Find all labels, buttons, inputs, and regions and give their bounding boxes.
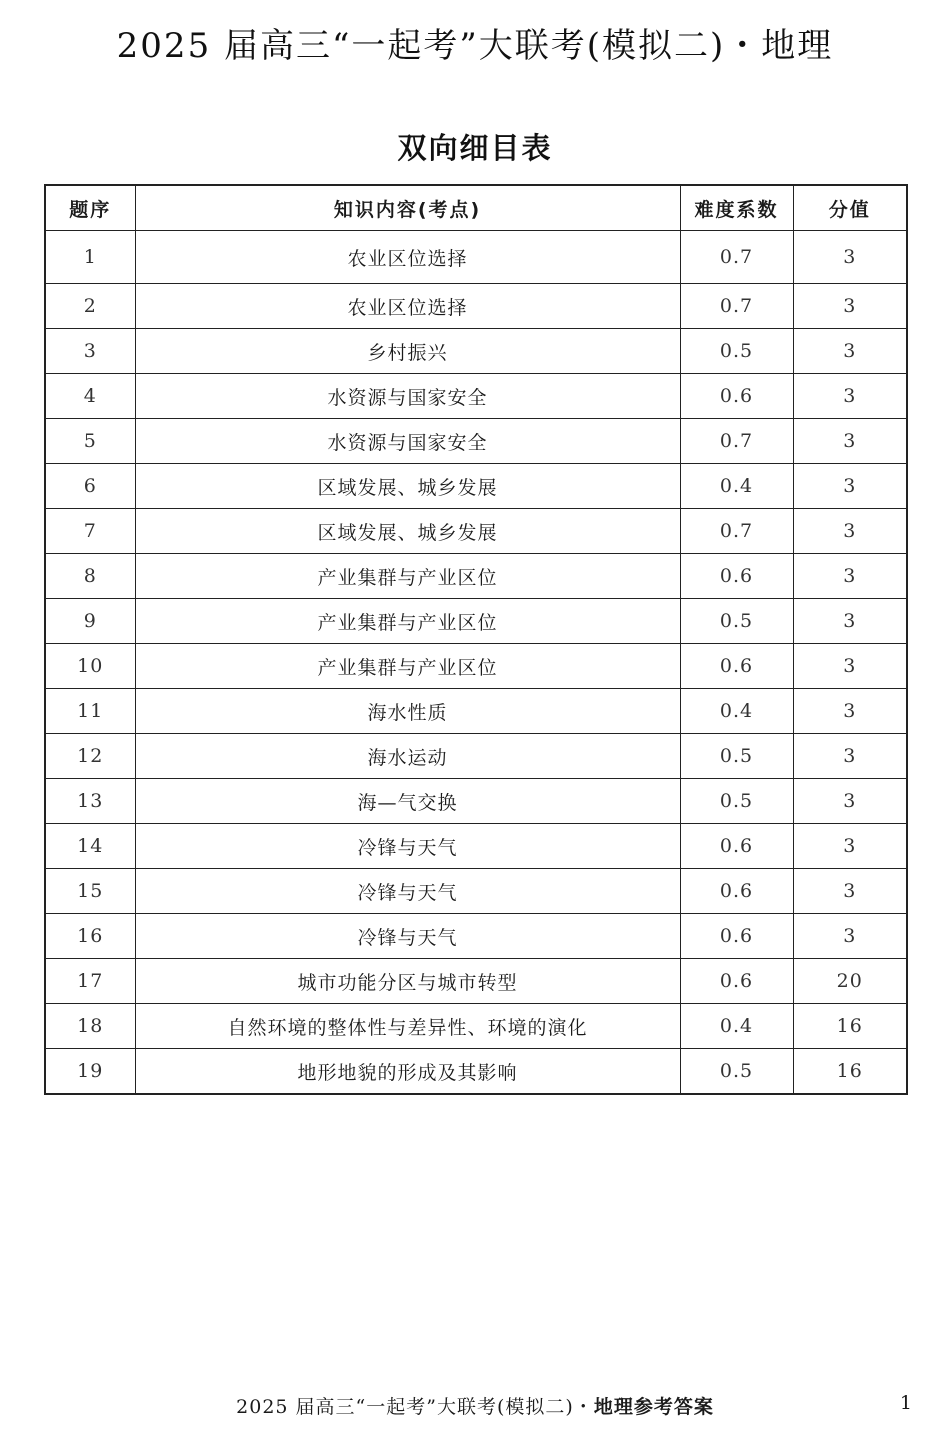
footer-text: 2025 届高三“一起考”大联考(模拟二)・	[236, 1396, 594, 1418]
knowledge-content-cell: 农业区位选择	[135, 231, 680, 284]
score-cell: 16	[793, 1004, 907, 1049]
table-row	[45, 464, 907, 509]
question-number-cell: 3	[45, 329, 135, 374]
knowledge-content-cell: 城市功能分区与城市转型	[135, 959, 680, 1004]
score-cell: 3	[793, 869, 907, 914]
score-cell: 3	[793, 689, 907, 734]
header-difficulty: 难度系数	[680, 185, 793, 231]
table-row	[45, 869, 907, 914]
table-row	[45, 374, 907, 419]
difficulty-cell: 0.4	[680, 689, 793, 734]
difficulty-cell: 0.5	[680, 1049, 793, 1095]
table-row	[45, 959, 907, 1004]
document-title: 2025 届高三“一起考”大联考(模拟二)・地理	[116, 26, 834, 66]
difficulty-cell: 0.4	[680, 464, 793, 509]
knowledge-content-cell: 产业集群与产业区位	[135, 644, 680, 689]
knowledge-content-cell: 乡村振兴	[135, 329, 680, 374]
knowledge-content-cell: 产业集群与产业区位	[135, 599, 680, 644]
score-cell: 3	[793, 644, 907, 689]
question-number-cell: 19	[45, 1049, 135, 1095]
specification-table	[44, 184, 908, 1095]
page-number: 1	[899, 1392, 912, 1414]
knowledge-content-cell: 冷锋与天气	[135, 914, 680, 959]
table-row	[45, 599, 907, 644]
difficulty-cell: 0.4	[680, 1004, 793, 1049]
table-row	[45, 914, 907, 959]
header-question-no: 题序	[45, 185, 135, 231]
table-body	[45, 231, 907, 1095]
question-number-cell: 5	[45, 419, 135, 464]
knowledge-content-cell: 海水运动	[135, 734, 680, 779]
difficulty-cell: 0.7	[680, 284, 793, 329]
knowledge-content-cell: 自然环境的整体性与差异性、环境的演化	[135, 1004, 680, 1049]
knowledge-content-cell: 海—气交换	[135, 779, 680, 824]
knowledge-content-cell: 地形地貌的形成及其影响	[135, 1049, 680, 1095]
score-cell: 3	[793, 914, 907, 959]
difficulty-cell: 0.6	[680, 374, 793, 419]
score-cell: 3	[793, 464, 907, 509]
table-row	[45, 689, 907, 734]
table-row	[45, 329, 907, 374]
difficulty-cell: 0.6	[680, 869, 793, 914]
difficulty-cell: 0.5	[680, 329, 793, 374]
difficulty-cell: 0.6	[680, 644, 793, 689]
table-row	[45, 509, 907, 554]
knowledge-content-cell: 产业集群与产业区位	[135, 554, 680, 599]
knowledge-content-cell: 海水性质	[135, 689, 680, 734]
table-row	[45, 734, 907, 779]
score-cell: 3	[793, 374, 907, 419]
score-cell: 3	[793, 599, 907, 644]
score-cell: 3	[793, 231, 907, 284]
table-row	[45, 1049, 907, 1095]
table-row	[45, 284, 907, 329]
header-knowledge-content: 知识内容(考点)	[135, 185, 680, 231]
question-number-cell: 6	[45, 464, 135, 509]
knowledge-content-cell: 冷锋与天气	[135, 824, 680, 869]
difficulty-cell: 0.6	[680, 914, 793, 959]
difficulty-cell: 0.7	[680, 419, 793, 464]
score-cell: 16	[793, 1049, 907, 1095]
question-number-cell: 18	[45, 1004, 135, 1049]
question-number-cell: 2	[45, 284, 135, 329]
score-cell: 3	[793, 779, 907, 824]
question-number-cell: 4	[45, 374, 135, 419]
score-cell: 3	[793, 419, 907, 464]
difficulty-cell: 0.5	[680, 779, 793, 824]
question-number-cell: 17	[45, 959, 135, 1004]
score-cell: 3	[793, 734, 907, 779]
question-number-cell: 8	[45, 554, 135, 599]
score-cell: 20	[793, 959, 907, 1004]
question-number-cell: 10	[45, 644, 135, 689]
knowledge-content-cell: 区域发展、城乡发展	[135, 464, 680, 509]
difficulty-cell: 0.5	[680, 734, 793, 779]
question-number-cell: 15	[45, 869, 135, 914]
knowledge-content-cell: 冷锋与天气	[135, 869, 680, 914]
footer-strong-text: 地理参考答案	[593, 1396, 714, 1418]
table-header-row	[45, 185, 907, 231]
question-number-cell: 9	[45, 599, 135, 644]
difficulty-cell: 0.6	[680, 554, 793, 599]
question-number-cell: 11	[45, 689, 135, 734]
table-row	[45, 644, 907, 689]
knowledge-content-cell: 区域发展、城乡发展	[135, 509, 680, 554]
table-row	[45, 419, 907, 464]
question-number-cell: 1	[45, 231, 135, 284]
question-number-cell: 7	[45, 509, 135, 554]
score-cell: 3	[793, 554, 907, 599]
question-number-cell: 16	[45, 914, 135, 959]
table-row	[45, 554, 907, 599]
table-row	[45, 824, 907, 869]
difficulty-cell: 0.5	[680, 599, 793, 644]
difficulty-cell: 0.6	[680, 824, 793, 869]
table-row	[45, 779, 907, 824]
difficulty-cell: 0.7	[680, 231, 793, 284]
section-title: 双向细目表	[397, 131, 553, 165]
difficulty-cell: 0.7	[680, 509, 793, 554]
knowledge-content-cell: 水资源与国家安全	[135, 374, 680, 419]
question-number-cell: 12	[45, 734, 135, 779]
header-score: 分值	[793, 185, 907, 231]
score-cell: 3	[793, 329, 907, 374]
table-row	[45, 231, 907, 284]
score-cell: 3	[793, 284, 907, 329]
knowledge-content-cell: 水资源与国家安全	[135, 419, 680, 464]
score-cell: 3	[793, 509, 907, 554]
table-row	[45, 1004, 907, 1049]
knowledge-content-cell: 农业区位选择	[135, 284, 680, 329]
score-cell: 3	[793, 824, 907, 869]
question-number-cell: 14	[45, 824, 135, 869]
page-footer	[0, 1392, 950, 1419]
difficulty-cell: 0.6	[680, 959, 793, 1004]
question-number-cell: 13	[45, 779, 135, 824]
